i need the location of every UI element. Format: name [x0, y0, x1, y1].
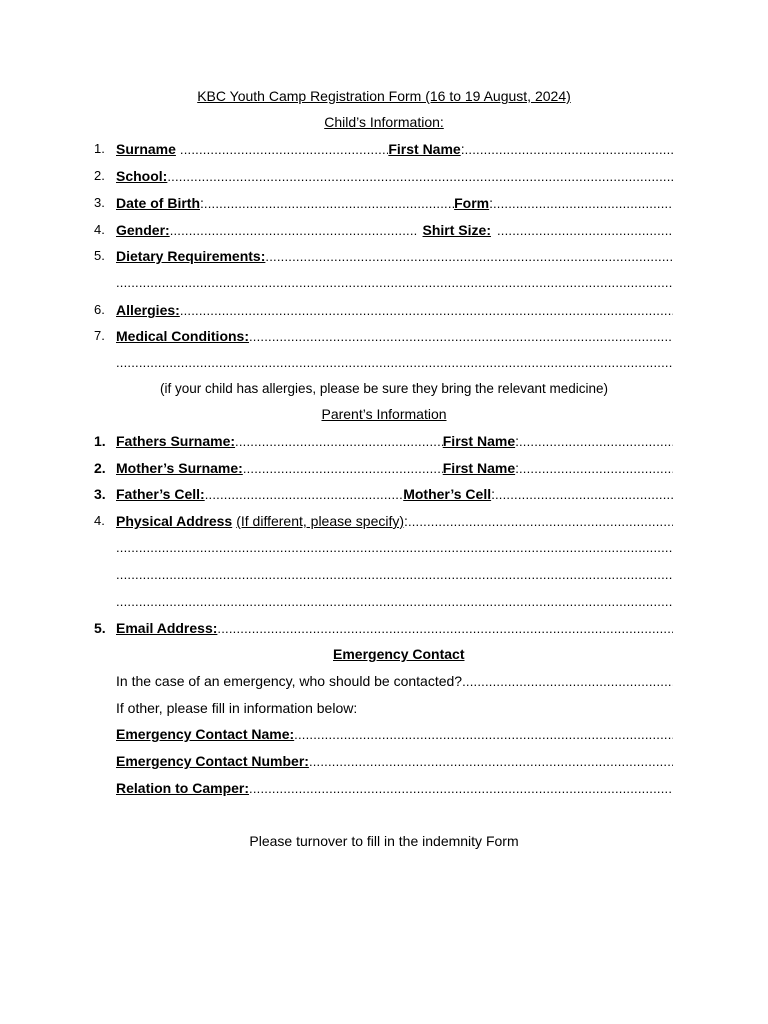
- address-continuation-1: [0, 537, 768, 559]
- medical-label: Medical Conditions:: [116, 328, 249, 344]
- mother-first-name-field[interactable]: [519, 458, 673, 480]
- school-label: School:: [116, 168, 168, 184]
- parent-row-father: 1. Fathers Surname: ..... First Name : .....: [0, 430, 768, 452]
- emergency-name-row: [0, 723, 768, 745]
- dietary-field-line-2[interactable]: [116, 272, 673, 294]
- mothers-cell-field[interactable]: [495, 484, 673, 506]
- child-row-allergies: 6. Allergies: .....: [0, 299, 768, 321]
- address-note: (If different, please specify): [236, 513, 405, 529]
- allergies-label: Allergies:: [116, 302, 180, 318]
- parent-row-address: 4. Physical Address (If different, please specify) : .....: [0, 510, 768, 532]
- shirt-size-label: Shirt Size:: [422, 222, 491, 238]
- physical-address-label: Physical Address: [116, 513, 233, 529]
- dob-label: Date of Birth: [116, 195, 200, 211]
- child-row-school: 2. School: .....: [0, 165, 768, 187]
- dob-field[interactable]: [204, 193, 454, 215]
- gender-field[interactable]: [170, 220, 417, 242]
- if-other-text: If other, please fill in information below:: [116, 700, 358, 716]
- mothers-surname-label: Mother’s Surname:: [116, 460, 243, 476]
- address-field-line-4[interactable]: [116, 591, 673, 613]
- medicine-note: (if your child has allergies, please be sure they bring the relevant medicine): [160, 381, 608, 396]
- email-label: Email Address:: [116, 620, 218, 636]
- if-other-row: [0, 697, 768, 719]
- medical-continuation: [0, 352, 768, 374]
- dietary-label: Dietary Requirements:: [116, 248, 266, 264]
- father-first-name-field[interactable]: [519, 431, 673, 453]
- address-continuation-2: [0, 564, 768, 586]
- mothers-cell-label: Mother’s Cell: [403, 486, 492, 502]
- parent-row-cells: 3. Father’s Cell: ..... Mother’s Cell : .....: [0, 483, 768, 505]
- allergies-field[interactable]: [180, 300, 673, 322]
- surname-field[interactable]: [180, 139, 388, 161]
- child-row-gender: 4. Gender: ..... Shirt Size: .....: [0, 219, 768, 241]
- form-field[interactable]: [493, 193, 673, 215]
- first-name-label: First Name: [388, 141, 461, 157]
- relation-row: [0, 777, 768, 799]
- emergency-heading: Emergency Contact: [333, 646, 465, 662]
- form-title: KBC Youth Camp Registration Form (16 to 19 August, 2024): [197, 88, 571, 104]
- emergency-question-row: [0, 670, 768, 692]
- emergency-contact-number-field[interactable]: [309, 751, 673, 773]
- gender-label: Gender:: [116, 222, 170, 238]
- mother-first-name-label: First Name: [442, 460, 516, 476]
- child-row-surname: 1. Surname ..... First Name : .....: [0, 138, 768, 160]
- first-name-field[interactable]: [465, 139, 673, 161]
- emergency-question: In the case of an emergency, who should be contacted?: [116, 673, 463, 689]
- fathers-cell-field[interactable]: [205, 484, 404, 506]
- child-row-dietary: 5. Dietary Requirements: .....: [0, 245, 768, 267]
- shirt-size-field[interactable]: [497, 220, 673, 242]
- child-row-medical: 7. Medical Conditions: .....: [0, 325, 768, 347]
- medical-field-line-2[interactable]: [116, 352, 673, 374]
- mothers-surname-field[interactable]: [243, 458, 443, 480]
- dietary-field[interactable]: [265, 246, 673, 268]
- relation-label: Relation to Camper:: [116, 780, 250, 796]
- emergency-number-row: [0, 750, 768, 772]
- dietary-continuation: [0, 272, 768, 294]
- school-field[interactable]: [167, 166, 673, 188]
- father-first-name-label: First Name: [442, 433, 516, 449]
- turnover-note: Please turnover to fill in the indemnity Form: [249, 833, 519, 849]
- emergency-contact-number-label: Emergency Contact Number:: [116, 753, 309, 769]
- address-continuation-3: [0, 591, 768, 613]
- emergency-contact-name-field[interactable]: [294, 724, 673, 746]
- parent-row-email: 5. Email Address: .....: [0, 617, 768, 639]
- fathers-surname-field[interactable]: [235, 431, 443, 453]
- form-label: Form: [454, 195, 490, 211]
- emergency-contact-name-label: Emergency Contact Name:: [116, 726, 295, 742]
- relation-field[interactable]: [249, 778, 673, 800]
- email-field[interactable]: [217, 618, 673, 640]
- fathers-surname-label: Fathers Surname:: [116, 433, 236, 449]
- parent-row-mother: 2. Mother’s Surname: ..... First Name : .....: [0, 457, 768, 479]
- physical-address-field[interactable]: [408, 511, 673, 533]
- address-field-line-2[interactable]: [116, 537, 673, 559]
- parent-info-heading: Parent’s Information: [321, 406, 447, 422]
- surname-label: Surname: [116, 141, 176, 157]
- child-info-heading: Child’s Information:: [324, 114, 444, 130]
- child-row-dob: 3. Date of Birth : ..... Form : .....: [0, 192, 768, 214]
- emergency-choice-field[interactable]: [462, 671, 673, 693]
- address-field-line-3[interactable]: [116, 564, 673, 586]
- fathers-cell-label: Father’s Cell:: [116, 486, 205, 502]
- medical-field[interactable]: [249, 326, 673, 348]
